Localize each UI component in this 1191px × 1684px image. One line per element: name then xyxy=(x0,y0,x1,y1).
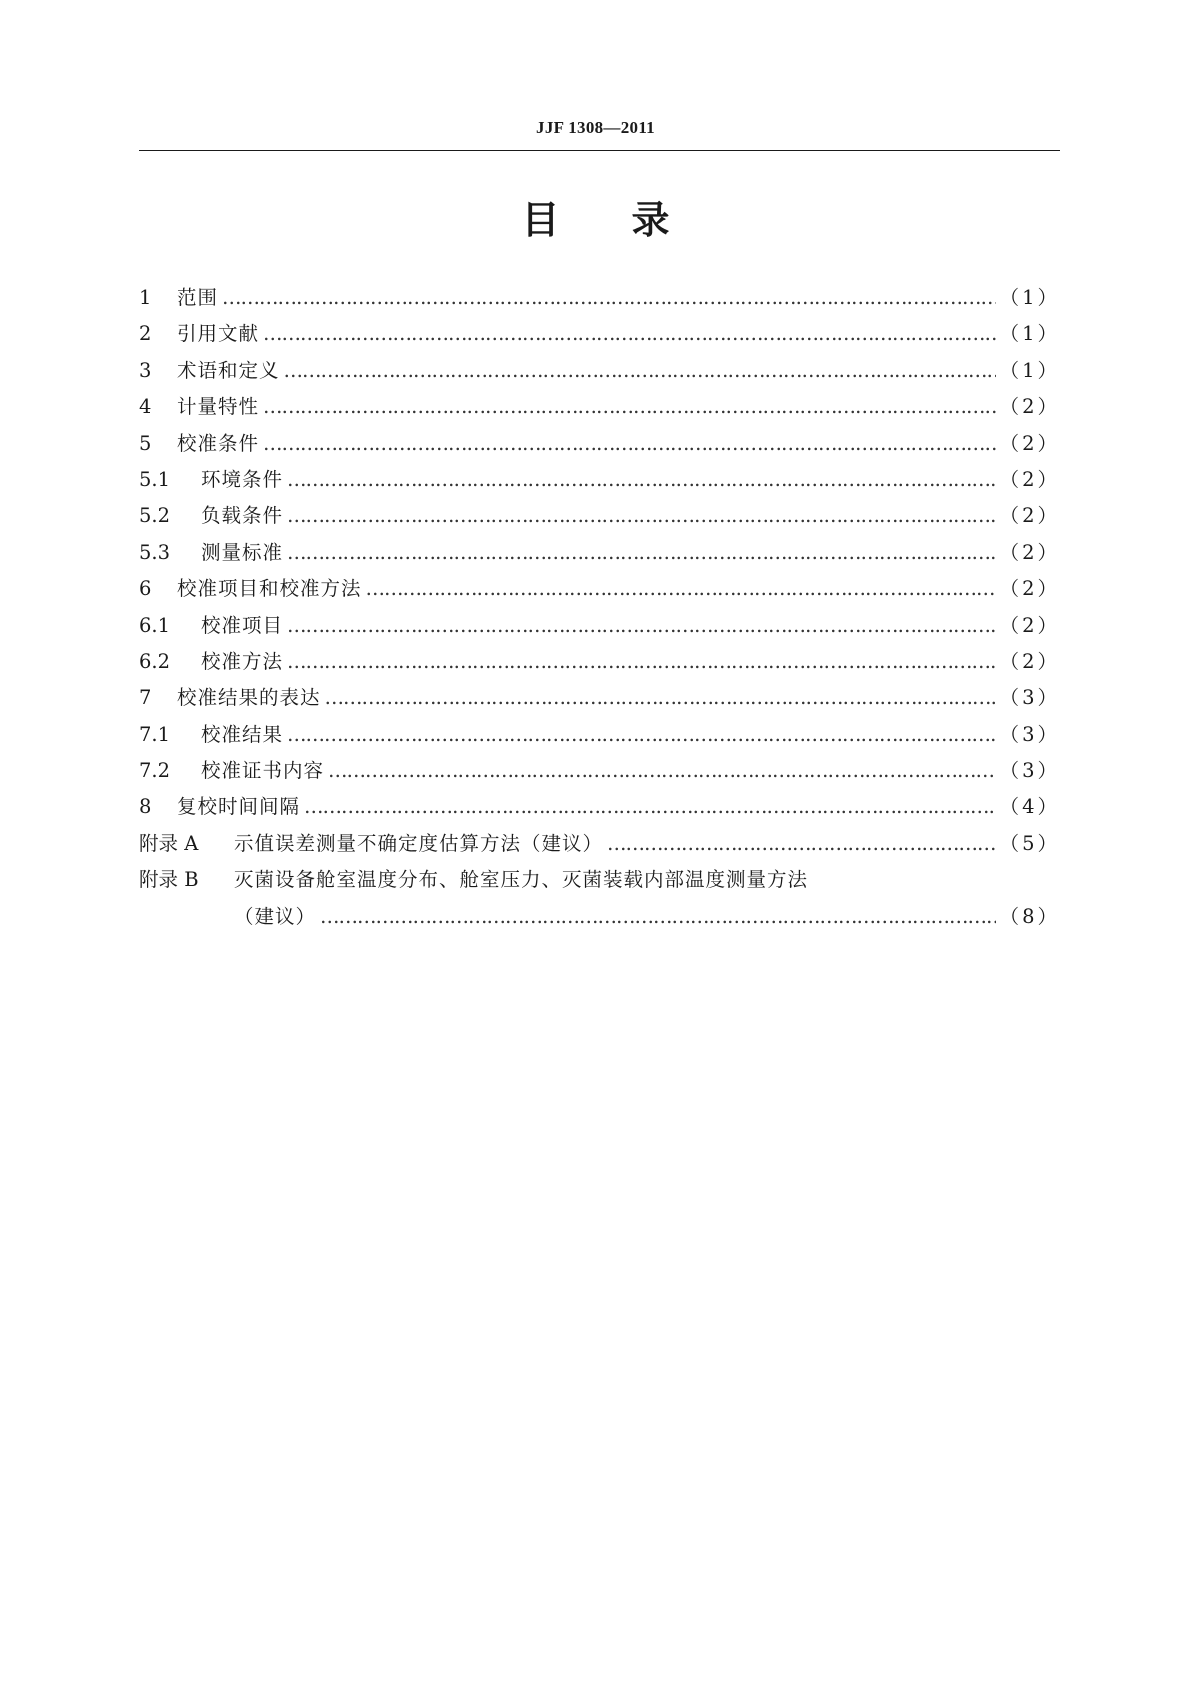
title-char: 录 xyxy=(631,198,670,242)
toc-number: 8 xyxy=(139,795,152,819)
toc-number: 5.1 xyxy=(139,467,171,491)
toc-label: 环境条件 xyxy=(201,467,284,491)
toc-number: 附录 A xyxy=(139,831,199,855)
toc-label: 校准证书内容 xyxy=(201,759,325,783)
toc-entry[interactable] xyxy=(139,316,1060,352)
toc-page: （4） xyxy=(999,795,1060,819)
toc-entry[interactable] xyxy=(139,280,1060,316)
leader-dots xyxy=(328,753,996,789)
toc-page: （1） xyxy=(999,358,1060,382)
toc-label: 复校时间间隔 xyxy=(177,795,301,819)
page-title xyxy=(0,195,1191,245)
leader-dots xyxy=(287,535,996,571)
toc-number: 5.3 xyxy=(139,540,171,564)
leader-dots xyxy=(263,389,996,425)
toc-label: 校准方法 xyxy=(201,649,284,673)
leader-dots xyxy=(366,571,996,607)
toc-entry[interactable] xyxy=(139,353,1060,389)
leader-dots xyxy=(325,680,996,716)
toc-number: 6.1 xyxy=(139,613,171,637)
toc-page: （3） xyxy=(999,722,1060,746)
toc-page: （3） xyxy=(999,759,1060,783)
leader-dots xyxy=(304,789,996,825)
toc-label: 校准结果 xyxy=(201,722,284,746)
toc-page: （3） xyxy=(999,686,1060,710)
toc-entry-appendix-a[interactable] xyxy=(139,826,1060,862)
toc-label: 示值误差测量不确定度估算方法（建议） xyxy=(234,831,604,855)
toc-entry[interactable] xyxy=(139,608,1060,644)
toc-label: 校准结果的表达 xyxy=(177,686,321,710)
toc-number: 7 xyxy=(139,686,152,710)
toc-page: （2） xyxy=(999,395,1060,419)
toc-number: 2 xyxy=(139,322,152,346)
toc-page: （8） xyxy=(999,904,1060,928)
toc-label: 引用文献 xyxy=(177,322,260,346)
leader-dots xyxy=(287,644,996,680)
toc-number: 5 xyxy=(139,431,152,455)
toc-number: 3 xyxy=(139,358,152,382)
toc-entry[interactable] xyxy=(139,680,1060,716)
toc-label: 灭菌设备舱室温度分布、舱室压力、灭菌装载内部温度测量方法 xyxy=(234,868,809,892)
leader-dots xyxy=(287,717,996,753)
toc-entry[interactable] xyxy=(139,389,1060,425)
toc-entry-appendix-b[interactable] xyxy=(139,862,1060,898)
toc-label: 术语和定义 xyxy=(177,358,280,382)
toc-page: （1） xyxy=(999,322,1060,346)
table-of-contents xyxy=(139,280,1060,935)
toc-entry[interactable] xyxy=(139,498,1060,534)
toc-page: （2） xyxy=(999,504,1060,528)
toc-number: 7.1 xyxy=(139,722,171,746)
leader-dots xyxy=(287,608,996,644)
toc-page: （2） xyxy=(999,431,1060,455)
toc-label: 范围 xyxy=(177,286,219,309)
toc-entry[interactable] xyxy=(139,462,1060,498)
toc-label-continuation: （建议） xyxy=(234,904,317,928)
toc-entry[interactable] xyxy=(139,753,1060,789)
document-header-code: JJF 1308—2011 xyxy=(536,118,655,137)
toc-page: （2） xyxy=(999,577,1060,601)
leader-dots xyxy=(222,280,996,316)
header-rule xyxy=(139,150,1060,151)
toc-entry[interactable] xyxy=(139,644,1060,680)
toc-entry[interactable] xyxy=(139,717,1060,753)
toc-page: （5） xyxy=(999,831,1060,855)
toc-label: 校准条件 xyxy=(177,431,260,455)
leader-dots xyxy=(607,826,996,862)
toc-number: 6 xyxy=(139,577,152,601)
toc-label: 校准项目和校准方法 xyxy=(177,577,362,601)
toc-number: 附录 B xyxy=(139,868,199,892)
toc-page: （1） xyxy=(999,286,1060,309)
leader-dots xyxy=(263,316,996,352)
toc-page: （2） xyxy=(999,467,1060,491)
leader-dots xyxy=(263,426,996,462)
toc-number: 1 xyxy=(139,286,152,309)
toc-entry-appendix-b-cont[interactable] xyxy=(139,899,1060,935)
leader-dots xyxy=(284,353,996,389)
toc-label: 负载条件 xyxy=(201,504,284,528)
toc-label: 计量特性 xyxy=(177,395,260,419)
leader-dots xyxy=(287,498,996,534)
toc-label: 校准项目 xyxy=(201,613,284,637)
toc-entry[interactable] xyxy=(139,426,1060,462)
title-char: 目 xyxy=(521,198,560,242)
toc-label: 测量标准 xyxy=(201,540,284,564)
toc-number: 4 xyxy=(139,395,152,419)
toc-entry[interactable] xyxy=(139,789,1060,825)
leader-dots xyxy=(320,899,996,935)
leader-dots xyxy=(287,462,996,498)
toc-page: （2） xyxy=(999,613,1060,637)
toc-number: 5.2 xyxy=(139,504,171,528)
toc-entry[interactable] xyxy=(139,535,1060,571)
toc-page: （2） xyxy=(999,649,1060,673)
toc-number: 7.2 xyxy=(139,759,171,783)
toc-page: （2） xyxy=(999,540,1060,564)
toc-number: 6.2 xyxy=(139,649,171,673)
toc-entry[interactable] xyxy=(139,571,1060,607)
